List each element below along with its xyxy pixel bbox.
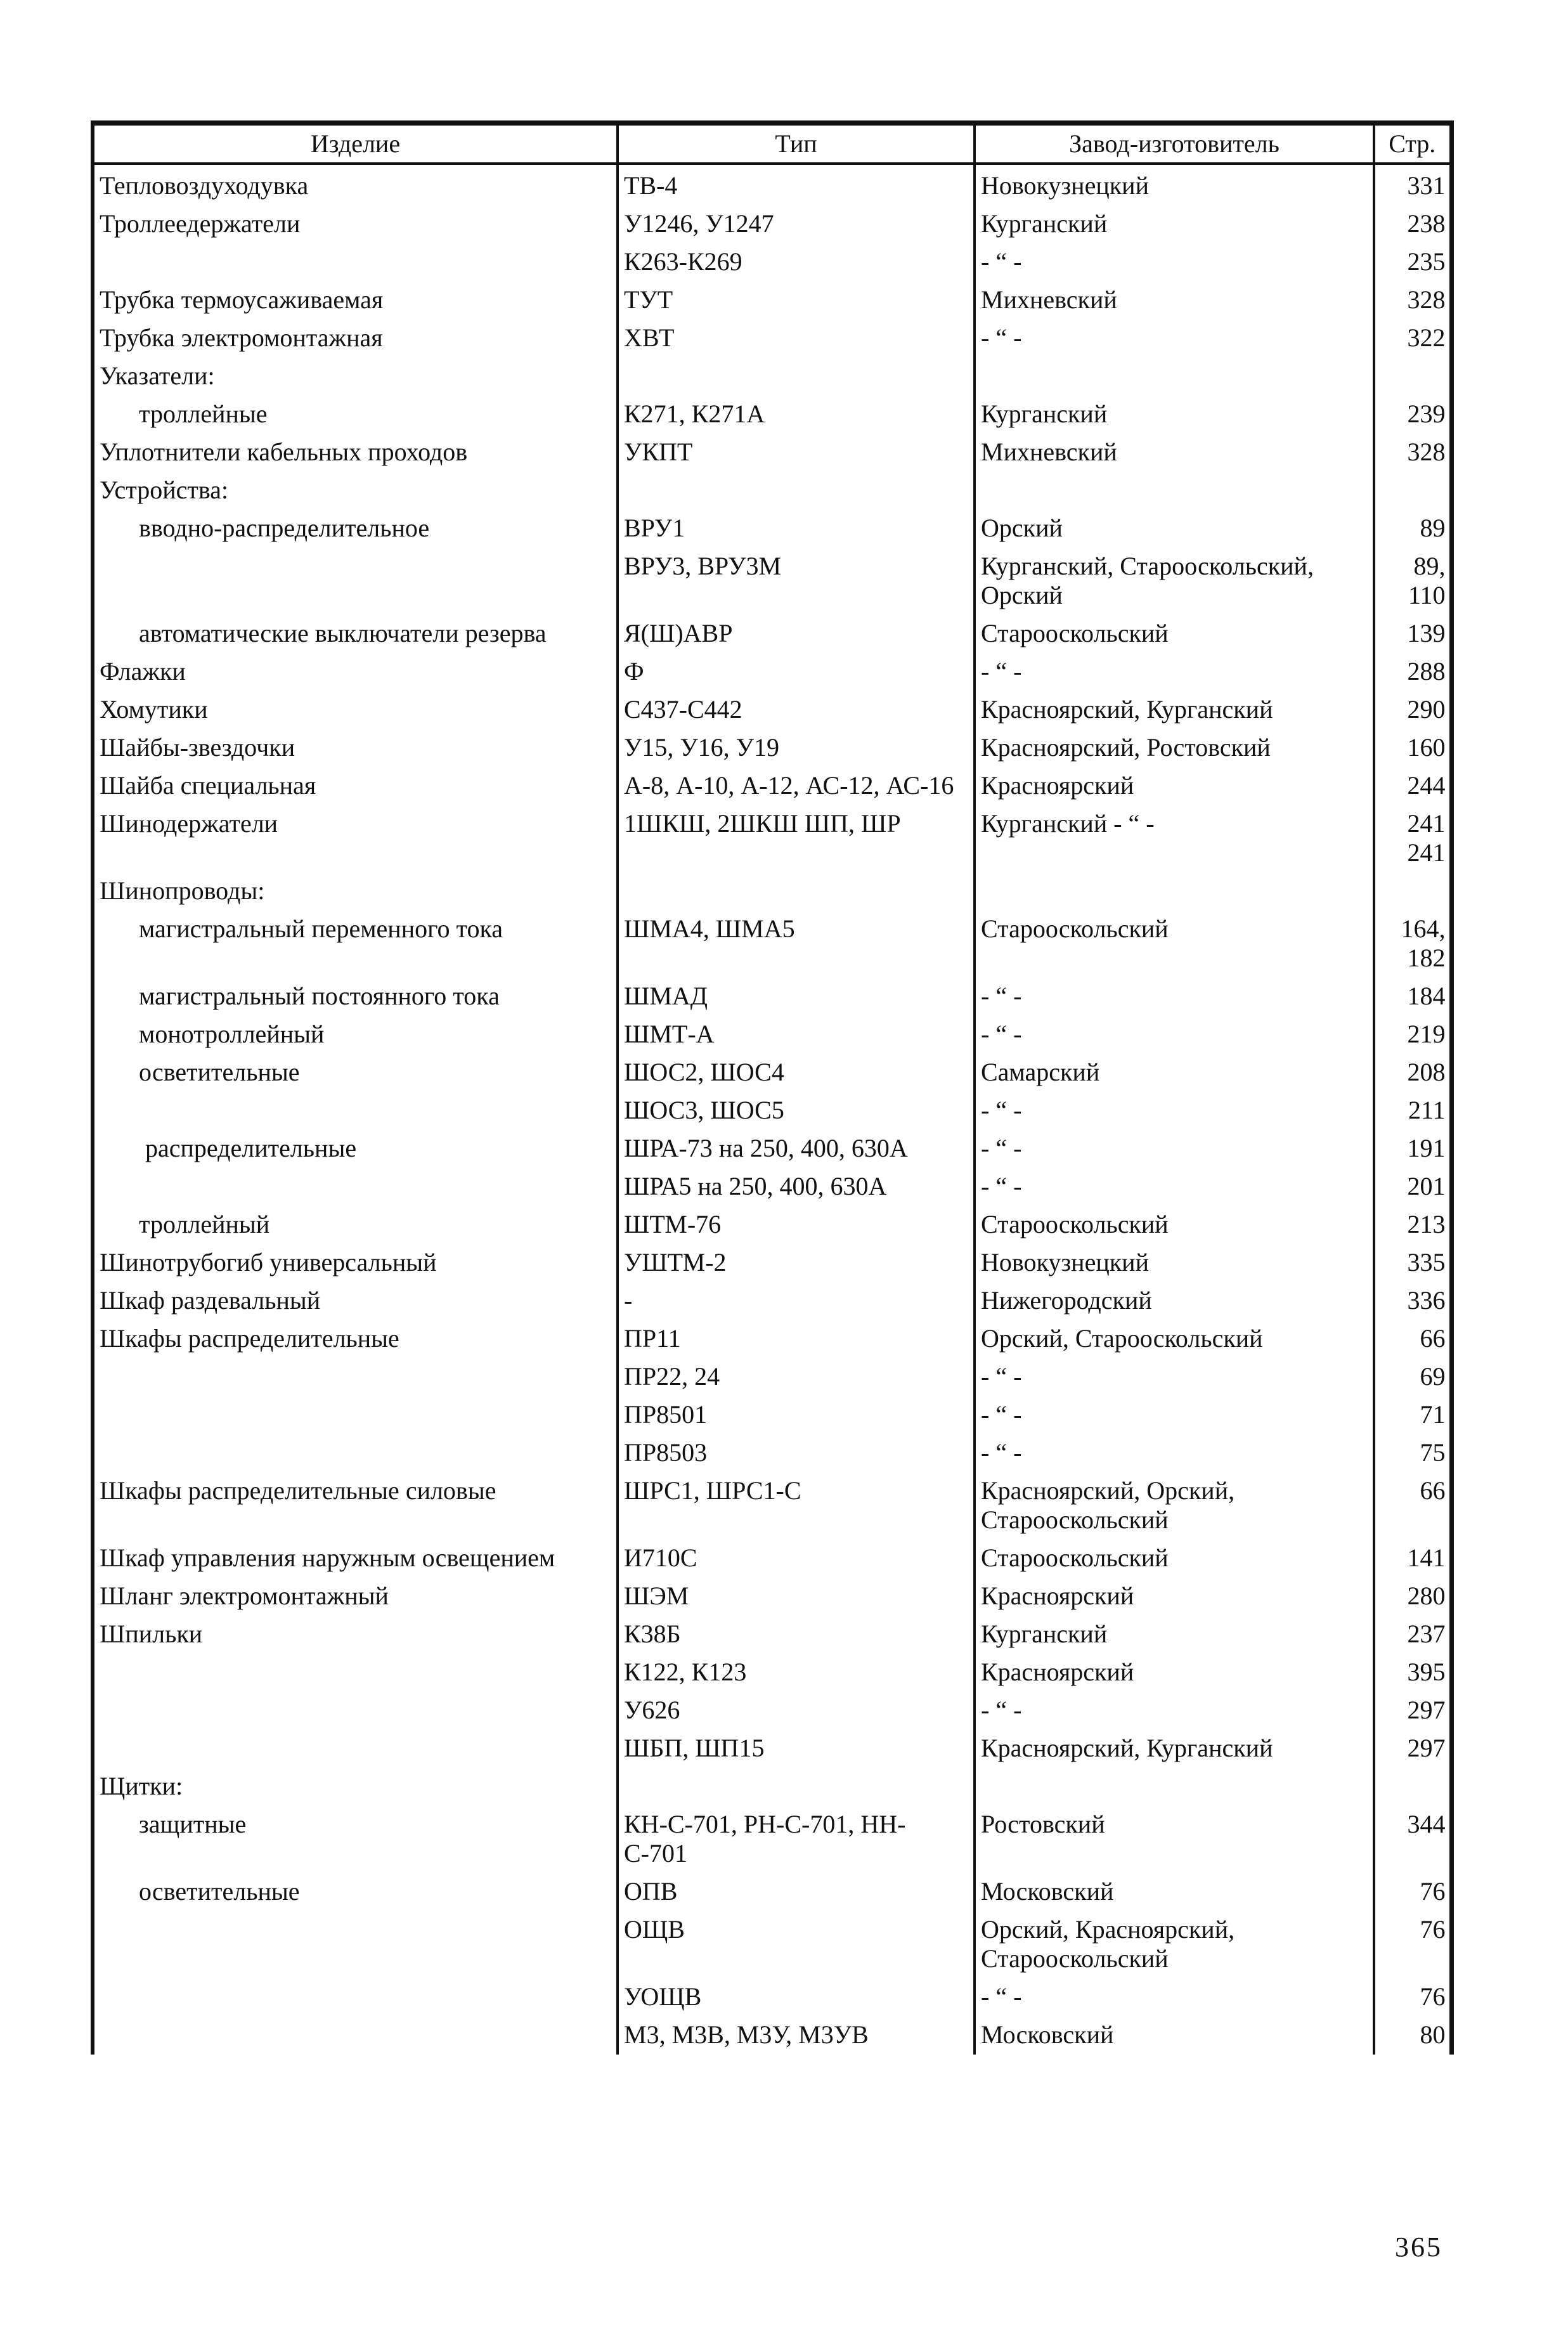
cell-type: ВРУ3, ВРУ3М <box>618 545 975 613</box>
cell-factory: Московский <box>975 2014 1374 2055</box>
cell-factory: Красноярский, Курганский <box>975 689 1374 727</box>
cell-page: 69 <box>1374 1356 1451 1394</box>
cell-type: ШМА4, ШМА5 <box>618 908 975 975</box>
cell-product: осветительные <box>93 1051 618 1089</box>
cell-page: 297 <box>1374 1727 1451 1765</box>
table-row <box>93 689 1451 727</box>
header-factory: Завод-изготовитель <box>975 123 1374 164</box>
cell-page: 66 <box>1374 1318 1451 1356</box>
cell-factory: Красноярский, Ростовский <box>975 727 1374 765</box>
cell-page: 208 <box>1374 1051 1451 1089</box>
cell-product: распределительные <box>93 1127 618 1166</box>
cell-type: Ф <box>618 651 975 689</box>
cell-page: 219 <box>1374 1013 1451 1051</box>
cell-type: ШТМ-76 <box>618 1204 975 1242</box>
cell-product: Устройства: <box>93 469 618 507</box>
cell-type: К271, К271А <box>618 393 975 431</box>
table-row <box>93 1765 1451 1803</box>
cell-product: Шайба специальная <box>93 765 618 803</box>
cell-page: 139 <box>1374 613 1451 651</box>
cell-factory: Курганский, Старооскольский, Орский <box>975 545 1374 613</box>
table-row <box>93 431 1451 469</box>
cell-product: троллейный <box>93 1204 618 1242</box>
cell-page <box>1374 469 1451 507</box>
cell-product <box>93 545 618 613</box>
cell-factory: - “ - <box>975 1394 1374 1432</box>
cell-page: 89 <box>1374 507 1451 545</box>
cell-factory: - “ - <box>975 1689 1374 1727</box>
cell-type: УШТМ-2 <box>618 1242 975 1280</box>
cell-product: троллейные <box>93 393 618 431</box>
cell-type: И710С <box>618 1537 975 1575</box>
cell-page: 331 <box>1374 164 1451 203</box>
cell-type: УКПТ <box>618 431 975 469</box>
table-row <box>93 393 1451 431</box>
cell-type: Я(Ш)АВР <box>618 613 975 651</box>
cell-type: ШОС2, ШОС4 <box>618 1051 975 1089</box>
cell-page: 238 <box>1374 203 1451 241</box>
table-row <box>93 1871 1451 1909</box>
cell-product: Шинопроводы: <box>93 870 618 908</box>
cell-product: Шкаф управления наружным освещением <box>93 1537 618 1575</box>
cell-type: ОЩВ <box>618 1909 975 1976</box>
cell-page: 280 <box>1374 1575 1451 1613</box>
page-number: 365 <box>1395 2231 1442 2263</box>
cell-page: 297 <box>1374 1689 1451 1727</box>
cell-factory: Орский, Старооскольский <box>975 1318 1374 1356</box>
cell-product: Шинодержатели <box>93 803 618 870</box>
cell-type: ШМАД <box>618 975 975 1013</box>
header-row <box>93 123 1451 164</box>
cell-type: У626 <box>618 1689 975 1727</box>
table-row <box>93 1356 1451 1394</box>
cell-factory: Красноярский, Курганский <box>975 1727 1374 1765</box>
table-row <box>93 1127 1451 1166</box>
table-row <box>93 651 1451 689</box>
cell-page: 328 <box>1374 431 1451 469</box>
cell-factory: - “ - <box>975 651 1374 689</box>
table-row <box>93 908 1451 975</box>
cell-factory: Старооскольский <box>975 908 1374 975</box>
cell-type: ШМТ-А <box>618 1013 975 1051</box>
cell-type: ТВ-4 <box>618 164 975 203</box>
table-row <box>93 279 1451 317</box>
cell-product: монотроллейный <box>93 1013 618 1051</box>
cell-page: 239 <box>1374 393 1451 431</box>
cell-product <box>93 1727 618 1765</box>
cell-factory: Ростовский <box>975 1803 1374 1871</box>
cell-factory: - “ - <box>975 1356 1374 1394</box>
cell-type: С437-С442 <box>618 689 975 727</box>
cell-product: магистральный переменного тока <box>93 908 618 975</box>
cell-page: 241 241 <box>1374 803 1451 870</box>
cell-type: УОЩВ <box>618 1976 975 2014</box>
cell-page: 71 <box>1374 1394 1451 1432</box>
cell-product: Тепловоздуходувка <box>93 164 618 203</box>
cell-page: 336 <box>1374 1280 1451 1318</box>
cell-page: 80 <box>1374 2014 1451 2055</box>
cell-type: 1ШКШ, 2ШКШ ШП, ШР <box>618 803 975 870</box>
cell-product: Трубка термоусаживаемая <box>93 279 618 317</box>
catalog-table-container <box>91 120 1449 2055</box>
table-row <box>93 164 1451 203</box>
cell-type: ВРУ1 <box>618 507 975 545</box>
table-row <box>93 1470 1451 1537</box>
cell-type <box>618 870 975 908</box>
cell-factory: - “ - <box>975 1013 1374 1051</box>
table-row <box>93 469 1451 507</box>
cell-page: 66 <box>1374 1470 1451 1537</box>
cell-page <box>1374 355 1451 393</box>
cell-type: ПР22, 24 <box>618 1356 975 1394</box>
cell-page: 213 <box>1374 1204 1451 1242</box>
cell-product: Шинотрубогиб универсальный <box>93 1242 618 1280</box>
cell-page: 191 <box>1374 1127 1451 1166</box>
table-row <box>93 355 1451 393</box>
cell-factory: Старооскольский <box>975 1537 1374 1575</box>
cell-type: КН-С-701, РН-С-701, НН-С-701 <box>618 1803 975 1871</box>
cell-factory: Орский, Красноярский, Старооскольский <box>975 1909 1374 1976</box>
table-row <box>93 317 1451 355</box>
table-row <box>93 1280 1451 1318</box>
cell-factory: Старооскольский <box>975 1204 1374 1242</box>
table-row <box>93 613 1451 651</box>
cell-type: ШРС1, ШРС1-С <box>618 1470 975 1537</box>
cell-type: - <box>618 1280 975 1318</box>
table-row <box>93 1204 1451 1242</box>
cell-type: М3, М3В, М3У, М3УВ <box>618 2014 975 2055</box>
cell-page: 211 <box>1374 1089 1451 1127</box>
cell-page: 76 <box>1374 1909 1451 1976</box>
cell-product <box>93 1432 618 1470</box>
table-row <box>93 1537 1451 1575</box>
cell-factory: Курганский <box>975 1613 1374 1651</box>
table-row <box>93 870 1451 908</box>
cell-product: вводно-распределительное <box>93 507 618 545</box>
catalog-table <box>91 120 1454 2055</box>
cell-factory <box>975 870 1374 908</box>
table-body <box>93 164 1451 2055</box>
cell-product <box>93 1394 618 1432</box>
table-row <box>93 1909 1451 1976</box>
cell-page: 322 <box>1374 317 1451 355</box>
cell-product: защитные <box>93 1803 618 1871</box>
cell-page: 164, 182 <box>1374 908 1451 975</box>
cell-type: ШОС3, ШОС5 <box>618 1089 975 1127</box>
cell-type <box>618 1765 975 1803</box>
cell-factory: Красноярский <box>975 1575 1374 1613</box>
cell-factory: Новокузнецкий <box>975 1242 1374 1280</box>
table-row <box>93 1242 1451 1280</box>
table-row <box>93 1976 1451 2014</box>
cell-factory: - “ - <box>975 1166 1374 1204</box>
table-row <box>93 1575 1451 1613</box>
cell-page: 237 <box>1374 1613 1451 1651</box>
cell-product: Шланг электромонтажный <box>93 1575 618 1613</box>
table-header <box>93 123 1451 164</box>
cell-type: ХВТ <box>618 317 975 355</box>
cell-type: А-8, А-10, А-12, АС-12, АС-16 <box>618 765 975 803</box>
cell-type: ПР11 <box>618 1318 975 1356</box>
header-type: Тип <box>618 123 975 164</box>
cell-type: К38Б <box>618 1613 975 1651</box>
cell-product <box>93 1089 618 1127</box>
table-row <box>93 1613 1451 1651</box>
table-row <box>93 203 1451 241</box>
cell-factory: Красноярский <box>975 765 1374 803</box>
cell-product <box>93 1909 618 1976</box>
cell-product: Щитки: <box>93 1765 618 1803</box>
cell-product: Флажки <box>93 651 618 689</box>
cell-page <box>1374 1765 1451 1803</box>
cell-product: Шпильки <box>93 1613 618 1651</box>
cell-factory: Михневский <box>975 431 1374 469</box>
header-page: Стр. <box>1374 123 1451 164</box>
cell-factory: Старооскольский <box>975 613 1374 651</box>
cell-page: 244 <box>1374 765 1451 803</box>
cell-factory: - “ - <box>975 975 1374 1013</box>
cell-product: Трубка электромонтажная <box>93 317 618 355</box>
cell-factory: - “ - <box>975 1432 1374 1470</box>
cell-product: Шкаф раздевальный <box>93 1280 618 1318</box>
cell-product: Шкафы распределительные силовые <box>93 1470 618 1537</box>
cell-factory <box>975 1765 1374 1803</box>
cell-factory: Курганский <box>975 393 1374 431</box>
cell-product <box>93 1356 618 1394</box>
cell-type: У1246, У1247 <box>618 203 975 241</box>
cell-page: 160 <box>1374 727 1451 765</box>
cell-type: ОПВ <box>618 1871 975 1909</box>
cell-page: 89, 110 <box>1374 545 1451 613</box>
cell-type <box>618 355 975 393</box>
cell-type: ШЭМ <box>618 1575 975 1613</box>
table-row <box>93 765 1451 803</box>
cell-factory <box>975 469 1374 507</box>
cell-page: 290 <box>1374 689 1451 727</box>
cell-type: ПР8501 <box>618 1394 975 1432</box>
cell-factory: Красноярский <box>975 1651 1374 1689</box>
table-row <box>93 727 1451 765</box>
cell-factory: Московский <box>975 1871 1374 1909</box>
table-row <box>93 1013 1451 1051</box>
table-row <box>93 545 1451 613</box>
cell-product: осветительные <box>93 1871 618 1909</box>
table-row <box>93 1166 1451 1204</box>
cell-page: 76 <box>1374 1871 1451 1909</box>
cell-factory: - “ - <box>975 241 1374 279</box>
cell-product <box>93 1651 618 1689</box>
cell-product: Хомутики <box>93 689 618 727</box>
header-product: Изделие <box>93 123 618 164</box>
cell-product <box>93 1166 618 1204</box>
table-row <box>93 1727 1451 1765</box>
cell-factory: Красноярский, Орский, Старооскольский <box>975 1470 1374 1537</box>
cell-product <box>93 2014 618 2055</box>
cell-type: К263-К269 <box>618 241 975 279</box>
cell-page <box>1374 870 1451 908</box>
table-row <box>93 975 1451 1013</box>
cell-factory: Самарский <box>975 1051 1374 1089</box>
cell-product <box>93 241 618 279</box>
cell-page: 344 <box>1374 1803 1451 1871</box>
cell-product: Шкафы распределительные <box>93 1318 618 1356</box>
cell-factory: - “ - <box>975 317 1374 355</box>
table-row <box>93 1394 1451 1432</box>
cell-type: ТУТ <box>618 279 975 317</box>
cell-product <box>93 1689 618 1727</box>
cell-factory: - “ - <box>975 1976 1374 2014</box>
cell-type: К122, К123 <box>618 1651 975 1689</box>
table-row <box>93 1089 1451 1127</box>
cell-type: ПР8503 <box>618 1432 975 1470</box>
table-row <box>93 2014 1451 2055</box>
cell-factory: - “ - <box>975 1089 1374 1127</box>
cell-factory <box>975 355 1374 393</box>
cell-page: 76 <box>1374 1976 1451 2014</box>
cell-page: 235 <box>1374 241 1451 279</box>
cell-product: Шайбы-звездочки <box>93 727 618 765</box>
cell-product: магистральный постоянного тока <box>93 975 618 1013</box>
cell-product: Уплотнители кабельных проходов <box>93 431 618 469</box>
cell-type <box>618 469 975 507</box>
cell-page: 288 <box>1374 651 1451 689</box>
table-row <box>93 1432 1451 1470</box>
cell-page: 395 <box>1374 1651 1451 1689</box>
cell-type: ШРА5 на 250, 400, 630А <box>618 1166 975 1204</box>
cell-page: 335 <box>1374 1242 1451 1280</box>
cell-type: ШБП, ШП15 <box>618 1727 975 1765</box>
cell-factory: Новокузнецкий <box>975 164 1374 203</box>
table-row <box>93 507 1451 545</box>
table-row <box>93 1051 1451 1089</box>
table-row <box>93 241 1451 279</box>
cell-page: 184 <box>1374 975 1451 1013</box>
cell-page: 201 <box>1374 1166 1451 1204</box>
cell-type: У15, У16, У19 <box>618 727 975 765</box>
table-row <box>93 1803 1451 1871</box>
cell-type: ШРА-73 на 250, 400, 630А <box>618 1127 975 1166</box>
cell-factory: Нижегородский <box>975 1280 1374 1318</box>
cell-product: Троллеедержатели <box>93 203 618 241</box>
table-row <box>93 1689 1451 1727</box>
cell-page: 75 <box>1374 1432 1451 1470</box>
cell-page: 328 <box>1374 279 1451 317</box>
cell-factory: Михневский <box>975 279 1374 317</box>
cell-product <box>93 1976 618 2014</box>
table-row <box>93 1318 1451 1356</box>
table-row <box>93 1651 1451 1689</box>
cell-product: автоматические выключатели резерва <box>93 613 618 651</box>
cell-product: Указатели: <box>93 355 618 393</box>
table-row <box>93 803 1451 870</box>
cell-page: 141 <box>1374 1537 1451 1575</box>
cell-factory: Курганский - “ - <box>975 803 1374 870</box>
cell-factory: Орский <box>975 507 1374 545</box>
cell-factory: - “ - <box>975 1127 1374 1166</box>
cell-factory: Курганский <box>975 203 1374 241</box>
